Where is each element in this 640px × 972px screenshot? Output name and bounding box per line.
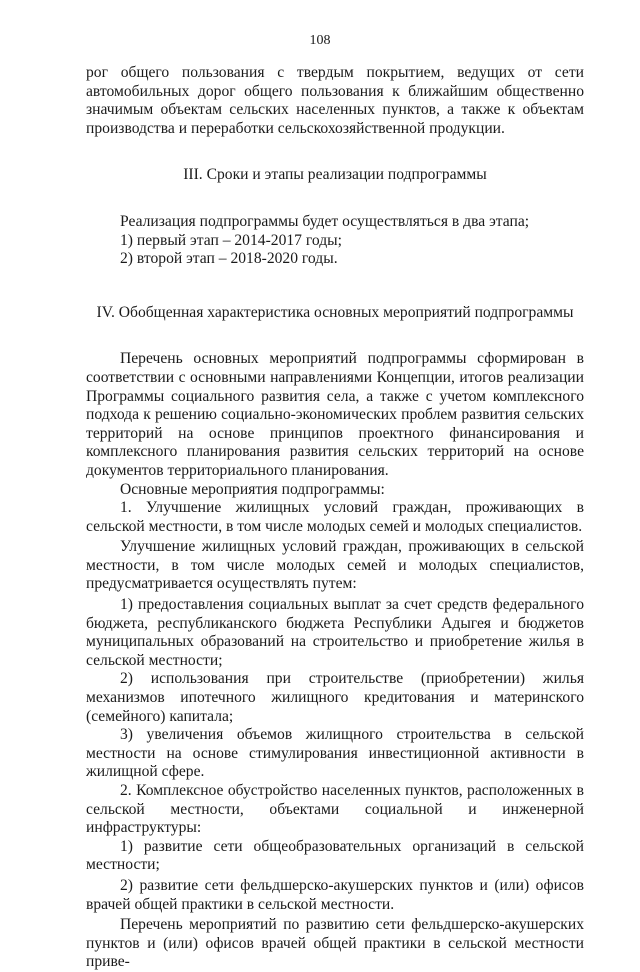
section-4-paragraph: Основные мероприятия подпрограммы: bbox=[120, 480, 385, 498]
page-number: 108 bbox=[309, 33, 331, 48]
section-4-paragraph: Перечень мероприятий по развитию сети фельдшерско-акушерских пунктов и (или) офисов врачей общей практики в сельской местности приве- bbox=[86, 916, 584, 971]
page-content bbox=[86, 64, 584, 972]
section-4-paragraph: 1) развитие сети общеобразовательных организаций в сельской местности; bbox=[86, 837, 584, 874]
section-3-line: 2) второй этап – 2018-2020 годы. bbox=[120, 250, 338, 268]
section-3-heading: III. Сроки и этапы реализации подпрограммы bbox=[183, 166, 487, 184]
section-4-paragraph: Улучшение жилищных условий граждан, проживающих в сельской местности, в том числе молодых семей и молодых специалистов, предусматривается осуществлять путем: bbox=[86, 538, 584, 593]
section-4-paragraph: 2. Комплексное обустройство населенных пунктов, расположенных в сельской местности, объектами социальной и инженерной инфраструктуры: bbox=[86, 782, 584, 837]
section-4-paragraph: 2) развитие сети фельдшерско-акушерских пунктов и (или) офисов врачей общей практики в сельской местности. bbox=[86, 876, 584, 913]
section-4-paragraph: 3) увеличения объемов жилищного строительства в сельской местности на основе стимулирования инвестиционной активности в жилищной сфере. bbox=[86, 726, 584, 781]
section-3-line: Реализация подпрограммы будет осуществляться в два этапа; bbox=[120, 212, 530, 230]
section-4-paragraph: 2) использования при строительстве (приобретении) жилья механизмов ипотечного жилищного кредитования и материнского (семейного) капитала; bbox=[86, 670, 584, 725]
intro-paragraph: рог общего пользования с твердым покрытием, ведущих от сети автомобильных дорог общего пользования к ближайшим общественно значимым объектам сельских населенных пунктов, а также к объектам производства и переработки сельскохозяйственной продукции. bbox=[86, 64, 584, 137]
section-3-line: 1) первый этап – 2014-2017 годы; bbox=[120, 231, 342, 249]
section-4-paragraph: Перечень основных мероприятий подпрограммы сформирован в соответствии с основными направлениями Концепции, итогов реализации Программы социального развития села, а также с учетом комплексного подхода к решению социально-экономических проблем развития сельских территорий на основе принципов проектного финансирования и комплексного планирования развития сельских территорий на основе документов территориального планирования. bbox=[86, 350, 584, 479]
section-4-paragraph: 1) предоставления социальных выплат за счет средств федерального бюджета, республиканского бюджета Республики Адыгея и бюджетов муниципальных образований на строительство и приобретение жилья в сельской местности; bbox=[86, 596, 584, 669]
section-4-heading: IV. Обобщенная характеристика основных мероприятий подпрограммы bbox=[96, 303, 574, 321]
section-4-paragraph: 1. Улучшение жилищных условий граждан, проживающих в сельской местности, в том числе молодых семей и молодых специалистов. bbox=[86, 499, 584, 535]
